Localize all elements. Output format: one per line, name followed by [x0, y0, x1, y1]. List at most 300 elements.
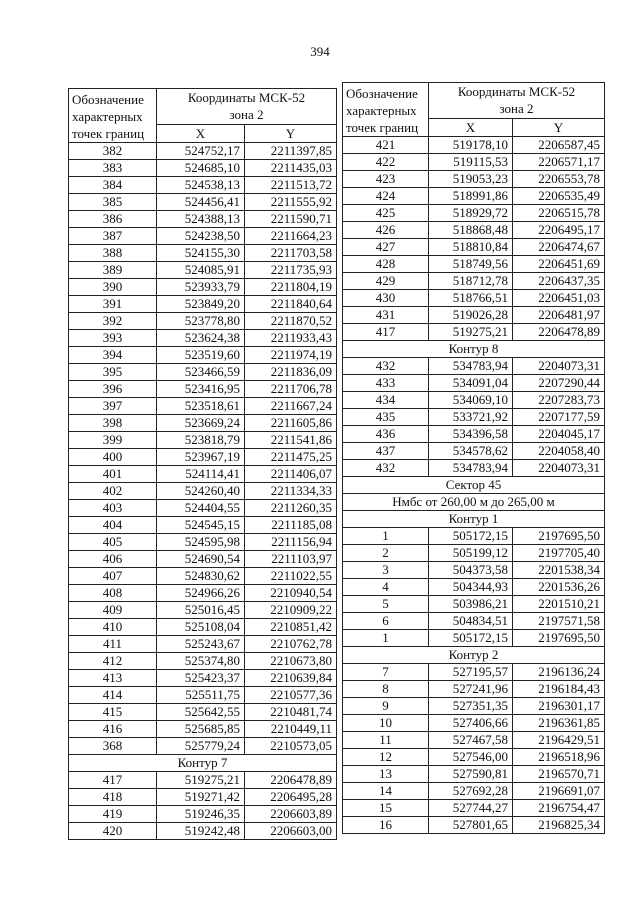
point-id: 400 — [69, 449, 157, 466]
section-subtitle-row — [343, 494, 605, 511]
y-value: 2211334,33 — [245, 483, 337, 500]
y-value: 2206437,35 — [513, 273, 605, 290]
x-value: 525016,45 — [157, 602, 245, 619]
table-row — [343, 528, 605, 545]
point-id: 14 — [343, 783, 429, 800]
table-row — [69, 449, 337, 466]
y-value: 2207177,59 — [513, 409, 605, 426]
y-value: 2196691,07 — [513, 783, 605, 800]
y-value: 2204058,40 — [513, 443, 605, 460]
x-value: 524114,41 — [157, 466, 245, 483]
x-value: 524456,41 — [157, 194, 245, 211]
x-value: 534783,94 — [429, 460, 513, 477]
y-value: 2206603,00 — [245, 823, 337, 840]
point-id: 416 — [69, 721, 157, 738]
y-value: 2206451,03 — [513, 290, 605, 307]
point-id: 2 — [343, 545, 429, 562]
y-value: 2210639,84 — [245, 670, 337, 687]
point-id: 10 — [343, 715, 429, 732]
x-value: 524388,13 — [157, 211, 245, 228]
header-coordinates: Координаты МСК-52 зона 2 — [429, 83, 605, 119]
x-value: 534783,94 — [429, 358, 513, 375]
table-row — [343, 698, 605, 715]
point-id: 432 — [343, 460, 429, 477]
y-value: 2211703,58 — [245, 245, 337, 262]
y-value: 2204073,31 — [513, 358, 605, 375]
table-row — [69, 262, 337, 279]
header-x: X — [429, 119, 513, 137]
point-id: 417 — [69, 772, 157, 789]
x-value: 524404,55 — [157, 500, 245, 517]
x-value: 525642,55 — [157, 704, 245, 721]
x-value: 533721,92 — [429, 409, 513, 426]
table-row — [69, 568, 337, 585]
x-value: 518991,86 — [429, 188, 513, 205]
x-value: 523849,20 — [157, 296, 245, 313]
y-value: 2211840,64 — [245, 296, 337, 313]
y-value: 2211022,55 — [245, 568, 337, 585]
x-value: 527590,81 — [429, 766, 513, 783]
point-id: 3 — [343, 562, 429, 579]
table-row — [69, 789, 337, 806]
x-value: 518712,78 — [429, 273, 513, 290]
table-row — [69, 806, 337, 823]
table-row — [69, 551, 337, 568]
x-value: 519178,10 — [429, 137, 513, 154]
table-row — [69, 194, 337, 211]
y-value: 2196361,85 — [513, 715, 605, 732]
table-row — [343, 817, 605, 834]
x-value: 523518,61 — [157, 398, 245, 415]
point-id: 429 — [343, 273, 429, 290]
point-id: 392 — [69, 313, 157, 330]
point-id: 412 — [69, 653, 157, 670]
x-value: 523967,19 — [157, 449, 245, 466]
x-value: 504344,93 — [429, 579, 513, 596]
y-value: 2196429,51 — [513, 732, 605, 749]
x-value: 523416,95 — [157, 381, 245, 398]
y-value: 2206478,89 — [513, 324, 605, 341]
x-value: 519026,28 — [429, 307, 513, 324]
table-row — [69, 636, 337, 653]
table-row — [69, 653, 337, 670]
table-row — [343, 783, 605, 800]
point-id: 405 — [69, 534, 157, 551]
table-row — [69, 687, 337, 704]
x-value: 524595,98 — [157, 534, 245, 551]
y-value: 2211555,92 — [245, 194, 337, 211]
table-row — [343, 154, 605, 171]
section-title: Контур 7 — [69, 755, 337, 772]
x-value: 534578,62 — [429, 443, 513, 460]
x-value: 519053,23 — [429, 171, 513, 188]
table-row — [343, 188, 605, 205]
table-row — [343, 613, 605, 630]
y-value: 2206495,17 — [513, 222, 605, 239]
table-row — [69, 704, 337, 721]
x-value: 505199,12 — [429, 545, 513, 562]
table-row — [343, 324, 605, 341]
point-id: 414 — [69, 687, 157, 704]
y-value: 2210940,54 — [245, 585, 337, 602]
point-id: 9 — [343, 698, 429, 715]
point-id: 404 — [69, 517, 157, 534]
x-value: 524545,15 — [157, 517, 245, 534]
y-value: 2206535,49 — [513, 188, 605, 205]
point-id: 433 — [343, 375, 429, 392]
x-value: 527241,96 — [429, 681, 513, 698]
x-value: 505172,15 — [429, 630, 513, 647]
y-value: 2206481,97 — [513, 307, 605, 324]
section-title-row — [343, 511, 605, 528]
header-y: Y — [245, 125, 337, 143]
section-title-row — [343, 477, 605, 494]
x-value: 505172,15 — [429, 528, 513, 545]
y-value: 2210673,80 — [245, 653, 337, 670]
section-title: Контур 2 — [343, 647, 605, 664]
x-value: 518868,48 — [429, 222, 513, 239]
x-value: 524966,26 — [157, 585, 245, 602]
header-point-label: Обозначение характерных точек границ — [69, 89, 157, 143]
y-value: 2196136,24 — [513, 664, 605, 681]
x-value: 527351,35 — [429, 698, 513, 715]
point-id: 403 — [69, 500, 157, 517]
table-row — [343, 290, 605, 307]
table-row — [343, 681, 605, 698]
point-id: 394 — [69, 347, 157, 364]
y-value: 2211974,19 — [245, 347, 337, 364]
x-value: 525243,67 — [157, 636, 245, 653]
section-title: Сектор 45 — [343, 477, 605, 494]
y-value: 2206571,17 — [513, 154, 605, 171]
x-value: 524085,91 — [157, 262, 245, 279]
point-id: 402 — [69, 483, 157, 500]
point-id: 406 — [69, 551, 157, 568]
point-id: 411 — [69, 636, 157, 653]
point-id: 401 — [69, 466, 157, 483]
point-id: 13 — [343, 766, 429, 783]
x-value: 527692,28 — [429, 783, 513, 800]
y-value: 2210909,22 — [245, 602, 337, 619]
coordinates-table-right — [342, 82, 605, 834]
table-row — [343, 137, 605, 154]
table-row — [343, 630, 605, 647]
table-row — [343, 307, 605, 324]
y-value: 2211664,23 — [245, 228, 337, 245]
point-id: 1 — [343, 630, 429, 647]
y-value: 2210481,74 — [245, 704, 337, 721]
point-id: 424 — [343, 188, 429, 205]
x-value: 519275,21 — [429, 324, 513, 341]
y-value: 2211397,85 — [245, 143, 337, 160]
y-value: 2206553,78 — [513, 171, 605, 188]
table-row — [343, 273, 605, 290]
table-row — [343, 358, 605, 375]
x-value: 524238,50 — [157, 228, 245, 245]
x-value: 519115,53 — [429, 154, 513, 171]
table-row — [343, 205, 605, 222]
point-id: 431 — [343, 307, 429, 324]
y-value: 2196570,71 — [513, 766, 605, 783]
x-value: 527546,00 — [429, 749, 513, 766]
y-value: 2211260,35 — [245, 500, 337, 517]
table-row — [69, 296, 337, 313]
x-value: 534396,58 — [429, 426, 513, 443]
table-row — [343, 171, 605, 188]
table-row — [69, 585, 337, 602]
y-value: 2210851,42 — [245, 619, 337, 636]
table-row — [69, 602, 337, 619]
point-id: 434 — [343, 392, 429, 409]
x-value: 519271,42 — [157, 789, 245, 806]
table-row — [69, 432, 337, 449]
y-value: 2196825,34 — [513, 817, 605, 834]
table-row — [69, 160, 337, 177]
point-id: 408 — [69, 585, 157, 602]
x-value: 519242,48 — [157, 823, 245, 840]
y-value: 2210573,05 — [245, 738, 337, 755]
section-title-row — [343, 647, 605, 664]
x-value: 524155,30 — [157, 245, 245, 262]
table-row — [69, 483, 337, 500]
point-id: 390 — [69, 279, 157, 296]
point-id: 419 — [69, 806, 157, 823]
table-row — [343, 766, 605, 783]
point-id: 427 — [343, 239, 429, 256]
table-row — [343, 596, 605, 613]
table-row — [343, 562, 605, 579]
x-value: 524538,13 — [157, 177, 245, 194]
y-value: 2204045,17 — [513, 426, 605, 443]
table-row — [69, 823, 337, 840]
table-row — [69, 330, 337, 347]
point-id: 422 — [343, 154, 429, 171]
y-value: 2206495,28 — [245, 789, 337, 806]
table-row — [343, 749, 605, 766]
header-point-label: Обозначение характерных точек границ — [343, 83, 429, 137]
point-id: 389 — [69, 262, 157, 279]
x-value: 524752,17 — [157, 143, 245, 160]
point-id: 7 — [343, 664, 429, 681]
table-row — [343, 239, 605, 256]
section-title-row — [69, 755, 337, 772]
point-id: 4 — [343, 579, 429, 596]
point-id: 384 — [69, 177, 157, 194]
table-row — [69, 398, 337, 415]
table-row — [343, 579, 605, 596]
x-value: 524260,40 — [157, 483, 245, 500]
y-value: 2211706,78 — [245, 381, 337, 398]
point-id: 1 — [343, 528, 429, 545]
y-value: 2197695,50 — [513, 630, 605, 647]
table-row — [69, 279, 337, 296]
x-value: 525108,04 — [157, 619, 245, 636]
y-value: 2211590,71 — [245, 211, 337, 228]
point-id: 409 — [69, 602, 157, 619]
point-id: 388 — [69, 245, 157, 262]
y-value: 2211735,93 — [245, 262, 337, 279]
y-value: 2211185,08 — [245, 517, 337, 534]
x-value: 527744,27 — [429, 800, 513, 817]
point-id: 418 — [69, 789, 157, 806]
y-value: 2206478,89 — [245, 772, 337, 789]
x-value: 527801,65 — [429, 817, 513, 834]
point-id: 8 — [343, 681, 429, 698]
table-row — [69, 211, 337, 228]
point-id: 382 — [69, 143, 157, 160]
table-row — [69, 500, 337, 517]
table-row — [69, 381, 337, 398]
table-row — [69, 313, 337, 330]
x-value: 518929,72 — [429, 205, 513, 222]
point-id: 397 — [69, 398, 157, 415]
table-row — [343, 443, 605, 460]
y-value: 2211406,07 — [245, 466, 337, 483]
page-number: 394 — [310, 44, 330, 59]
point-id: 430 — [343, 290, 429, 307]
coordinates-table-left — [68, 88, 337, 840]
y-value: 2204073,31 — [513, 460, 605, 477]
table-row — [69, 534, 337, 551]
point-id: 410 — [69, 619, 157, 636]
y-value: 2211933,43 — [245, 330, 337, 347]
point-id: 393 — [69, 330, 157, 347]
y-value: 2206474,67 — [513, 239, 605, 256]
x-value: 525374,80 — [157, 653, 245, 670]
point-id: 5 — [343, 596, 429, 613]
table-row — [343, 664, 605, 681]
point-id: 426 — [343, 222, 429, 239]
x-value: 503986,21 — [429, 596, 513, 613]
y-value: 2206451,69 — [513, 256, 605, 273]
x-value: 524685,10 — [157, 160, 245, 177]
point-id: 413 — [69, 670, 157, 687]
y-value: 2206515,78 — [513, 205, 605, 222]
point-id: 417 — [343, 324, 429, 341]
header-y: Y — [513, 119, 605, 137]
point-id: 6 — [343, 613, 429, 630]
section-title: Контур 1 — [343, 511, 605, 528]
x-value: 527195,57 — [429, 664, 513, 681]
point-id: 395 — [69, 364, 157, 381]
y-value: 2196754,47 — [513, 800, 605, 817]
section-subtitle: Нмбс от 260,00 м до 265,00 м — [343, 494, 605, 511]
table-row — [343, 800, 605, 817]
y-value: 2197705,40 — [513, 545, 605, 562]
table-row — [69, 143, 337, 160]
table-row — [343, 256, 605, 273]
point-id: 428 — [343, 256, 429, 273]
point-id: 399 — [69, 432, 157, 449]
point-id: 398 — [69, 415, 157, 432]
point-id: 386 — [69, 211, 157, 228]
point-id: 423 — [343, 171, 429, 188]
y-value: 2210762,78 — [245, 636, 337, 653]
table-row — [343, 392, 605, 409]
table-row — [69, 670, 337, 687]
y-value: 2206603,89 — [245, 806, 337, 823]
x-value: 504834,51 — [429, 613, 513, 630]
point-id: 12 — [343, 749, 429, 766]
x-value: 525685,85 — [157, 721, 245, 738]
header-x: X — [157, 125, 245, 143]
table-row — [343, 732, 605, 749]
table-row — [69, 619, 337, 636]
section-title-row — [343, 341, 605, 358]
x-value: 525423,37 — [157, 670, 245, 687]
point-id: 437 — [343, 443, 429, 460]
point-id: 383 — [69, 160, 157, 177]
x-value: 504373,58 — [429, 562, 513, 579]
point-id: 432 — [343, 358, 429, 375]
x-value: 524830,62 — [157, 568, 245, 585]
y-value: 2210449,11 — [245, 721, 337, 738]
point-id: 407 — [69, 568, 157, 585]
y-value: 2211513,72 — [245, 177, 337, 194]
point-id: 436 — [343, 426, 429, 443]
y-value: 2210577,36 — [245, 687, 337, 704]
point-id: 415 — [69, 704, 157, 721]
point-id: 425 — [343, 205, 429, 222]
table-row — [69, 228, 337, 245]
y-value: 2211667,24 — [245, 398, 337, 415]
x-value: 519275,21 — [157, 772, 245, 789]
y-value: 2211435,03 — [245, 160, 337, 177]
y-value: 2211836,09 — [245, 364, 337, 381]
point-id: 15 — [343, 800, 429, 817]
table-row — [343, 375, 605, 392]
x-value: 534069,10 — [429, 392, 513, 409]
y-value: 2201538,34 — [513, 562, 605, 579]
x-value: 518810,84 — [429, 239, 513, 256]
table-row — [69, 364, 337, 381]
y-value: 2211870,52 — [245, 313, 337, 330]
y-value: 2197695,50 — [513, 528, 605, 545]
x-value: 523466,59 — [157, 364, 245, 381]
table-row — [343, 222, 605, 239]
y-value: 2201510,21 — [513, 596, 605, 613]
table-row — [69, 517, 337, 534]
x-value: 523933,79 — [157, 279, 245, 296]
point-id: 385 — [69, 194, 157, 211]
table-row — [69, 721, 337, 738]
table-row — [343, 715, 605, 732]
table-row — [69, 466, 337, 483]
x-value: 524690,54 — [157, 551, 245, 568]
point-id: 421 — [343, 137, 429, 154]
x-value: 527406,66 — [429, 715, 513, 732]
y-value: 2211475,25 — [245, 449, 337, 466]
x-value: 523519,60 — [157, 347, 245, 364]
table-row — [69, 415, 337, 432]
y-value: 2211541,86 — [245, 432, 337, 449]
y-value: 2196518,96 — [513, 749, 605, 766]
table-row — [343, 545, 605, 562]
x-value: 525779,24 — [157, 738, 245, 755]
table-row — [343, 460, 605, 477]
point-id: 391 — [69, 296, 157, 313]
table-row — [69, 738, 337, 755]
table-row — [69, 177, 337, 194]
point-id: 420 — [69, 823, 157, 840]
header-coordinates: Координаты МСК-52 зона 2 — [157, 89, 337, 125]
y-value: 2206587,45 — [513, 137, 605, 154]
x-value: 534091,04 — [429, 375, 513, 392]
x-value: 518766,51 — [429, 290, 513, 307]
x-value: 518749,56 — [429, 256, 513, 273]
x-value: 523778,80 — [157, 313, 245, 330]
point-id: 16 — [343, 817, 429, 834]
